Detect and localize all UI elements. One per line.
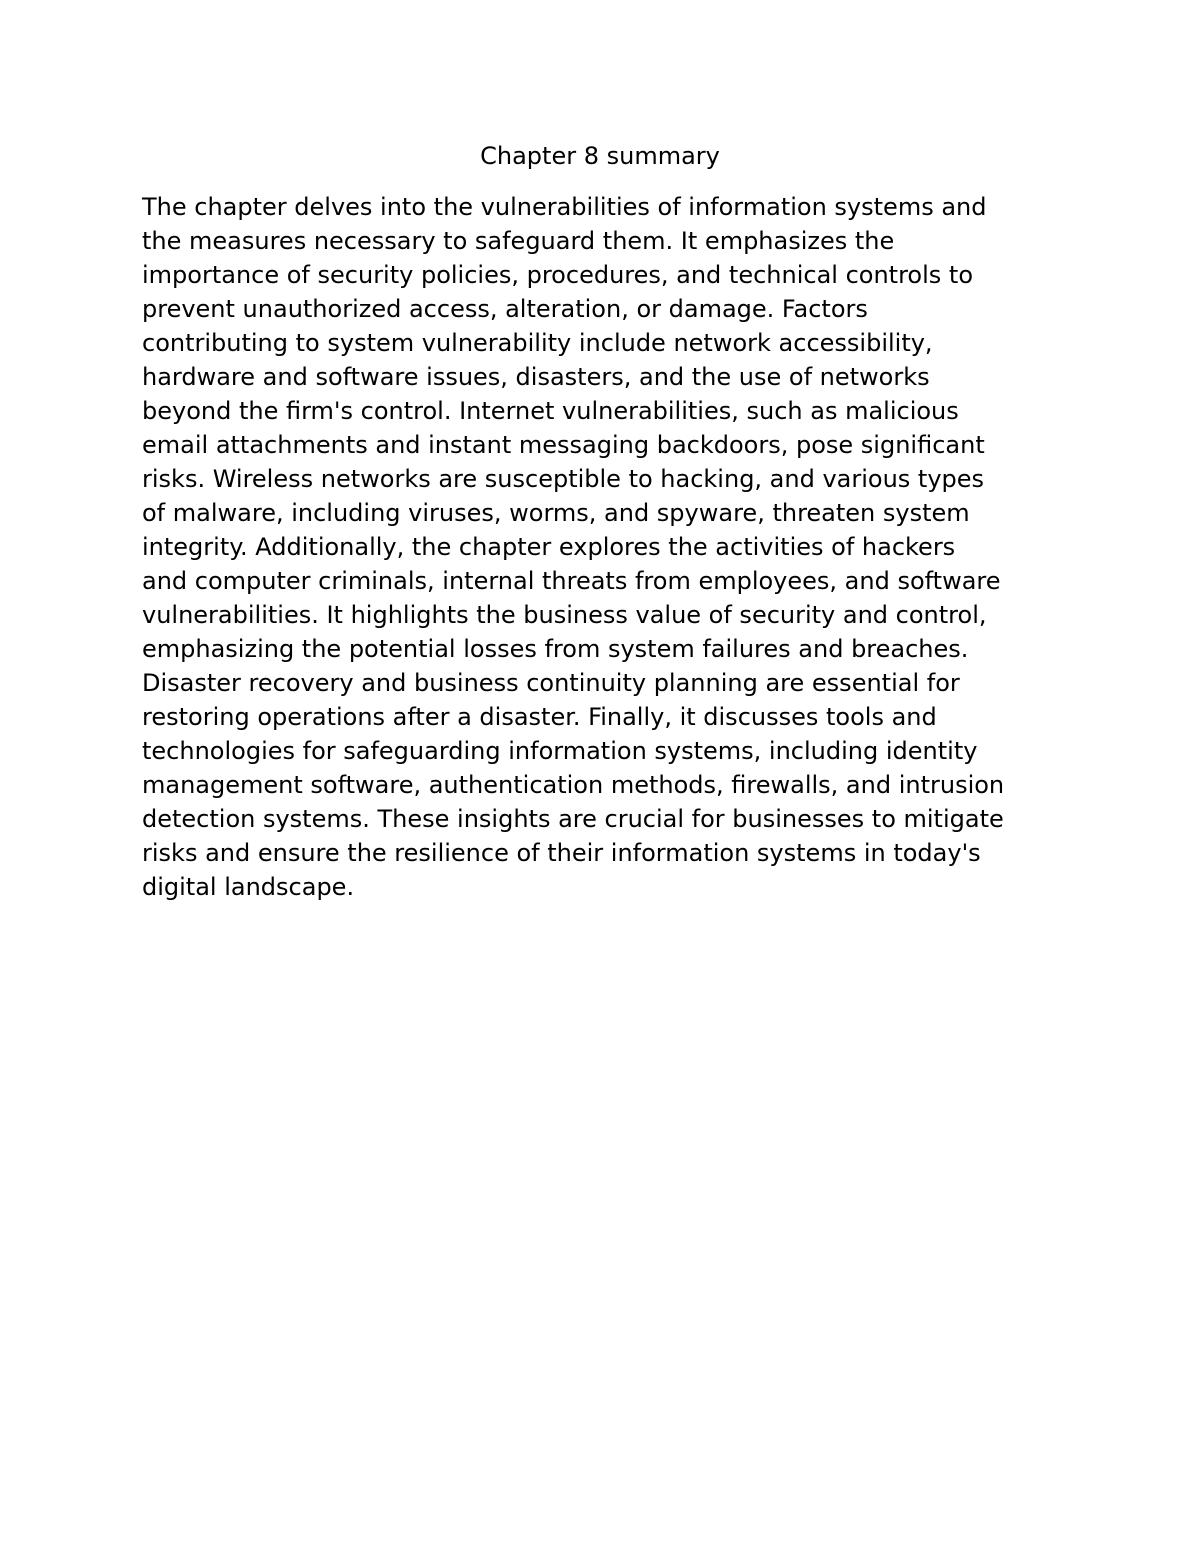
paragraph-line: emphasizing the potential losses from system failures and breaches. (142, 635, 969, 663)
paragraph-line: importance of security policies, procedures, and technical controls to (142, 261, 973, 289)
paragraph-line: the measures necessary to safeguard them. It emphasizes the (142, 227, 895, 255)
summary-paragraph (142, 190, 1067, 904)
paragraph-line: digital landscape. (142, 873, 355, 901)
paragraph-line: email attachments and instant messaging backdoors, pose significant (142, 431, 985, 459)
paragraph-line: beyond the firm's control. Internet vulnerabilities, such as malicious (142, 397, 959, 425)
paragraph-line: technologies for safeguarding information systems, including identity (142, 737, 978, 765)
paragraph-line: of malware, including viruses, worms, and spyware, threaten system (142, 499, 970, 527)
paragraph-line: prevent unauthorized access, alteration, or damage. Factors (142, 295, 868, 323)
paragraph-line: risks and ensure the resilience of their information systems in today's (142, 839, 981, 867)
paragraph-line: hardware and software issues, disasters, and the use of networks (142, 363, 930, 391)
paragraph-line: detection systems. These insights are crucial for businesses to mitigate (142, 805, 1004, 833)
paragraph-line: risks. Wireless networks are susceptible to hacking, and various types (142, 465, 985, 493)
paragraph-line: The chapter delves into the vulnerabilities of information systems and (142, 193, 987, 221)
paragraph-line: restoring operations after a disaster. Finally, it discusses tools and (142, 703, 937, 731)
paragraph-line: integrity. Additionally, the chapter explores the activities of hackers (142, 533, 956, 561)
paragraph-line: and computer criminals, internal threats from employees, and software (142, 567, 1001, 595)
page-title: Chapter 8 summary (480, 142, 720, 170)
paragraph-line: Disaster recovery and business continuity planning are essential for (142, 669, 960, 697)
paragraph-line: management software, authentication methods, firewalls, and intrusion (142, 771, 1005, 799)
paragraph-line: vulnerabilities. It highlights the business value of security and control, (142, 601, 987, 629)
paragraph-line: contributing to system vulnerability include network accessibility, (142, 329, 933, 357)
